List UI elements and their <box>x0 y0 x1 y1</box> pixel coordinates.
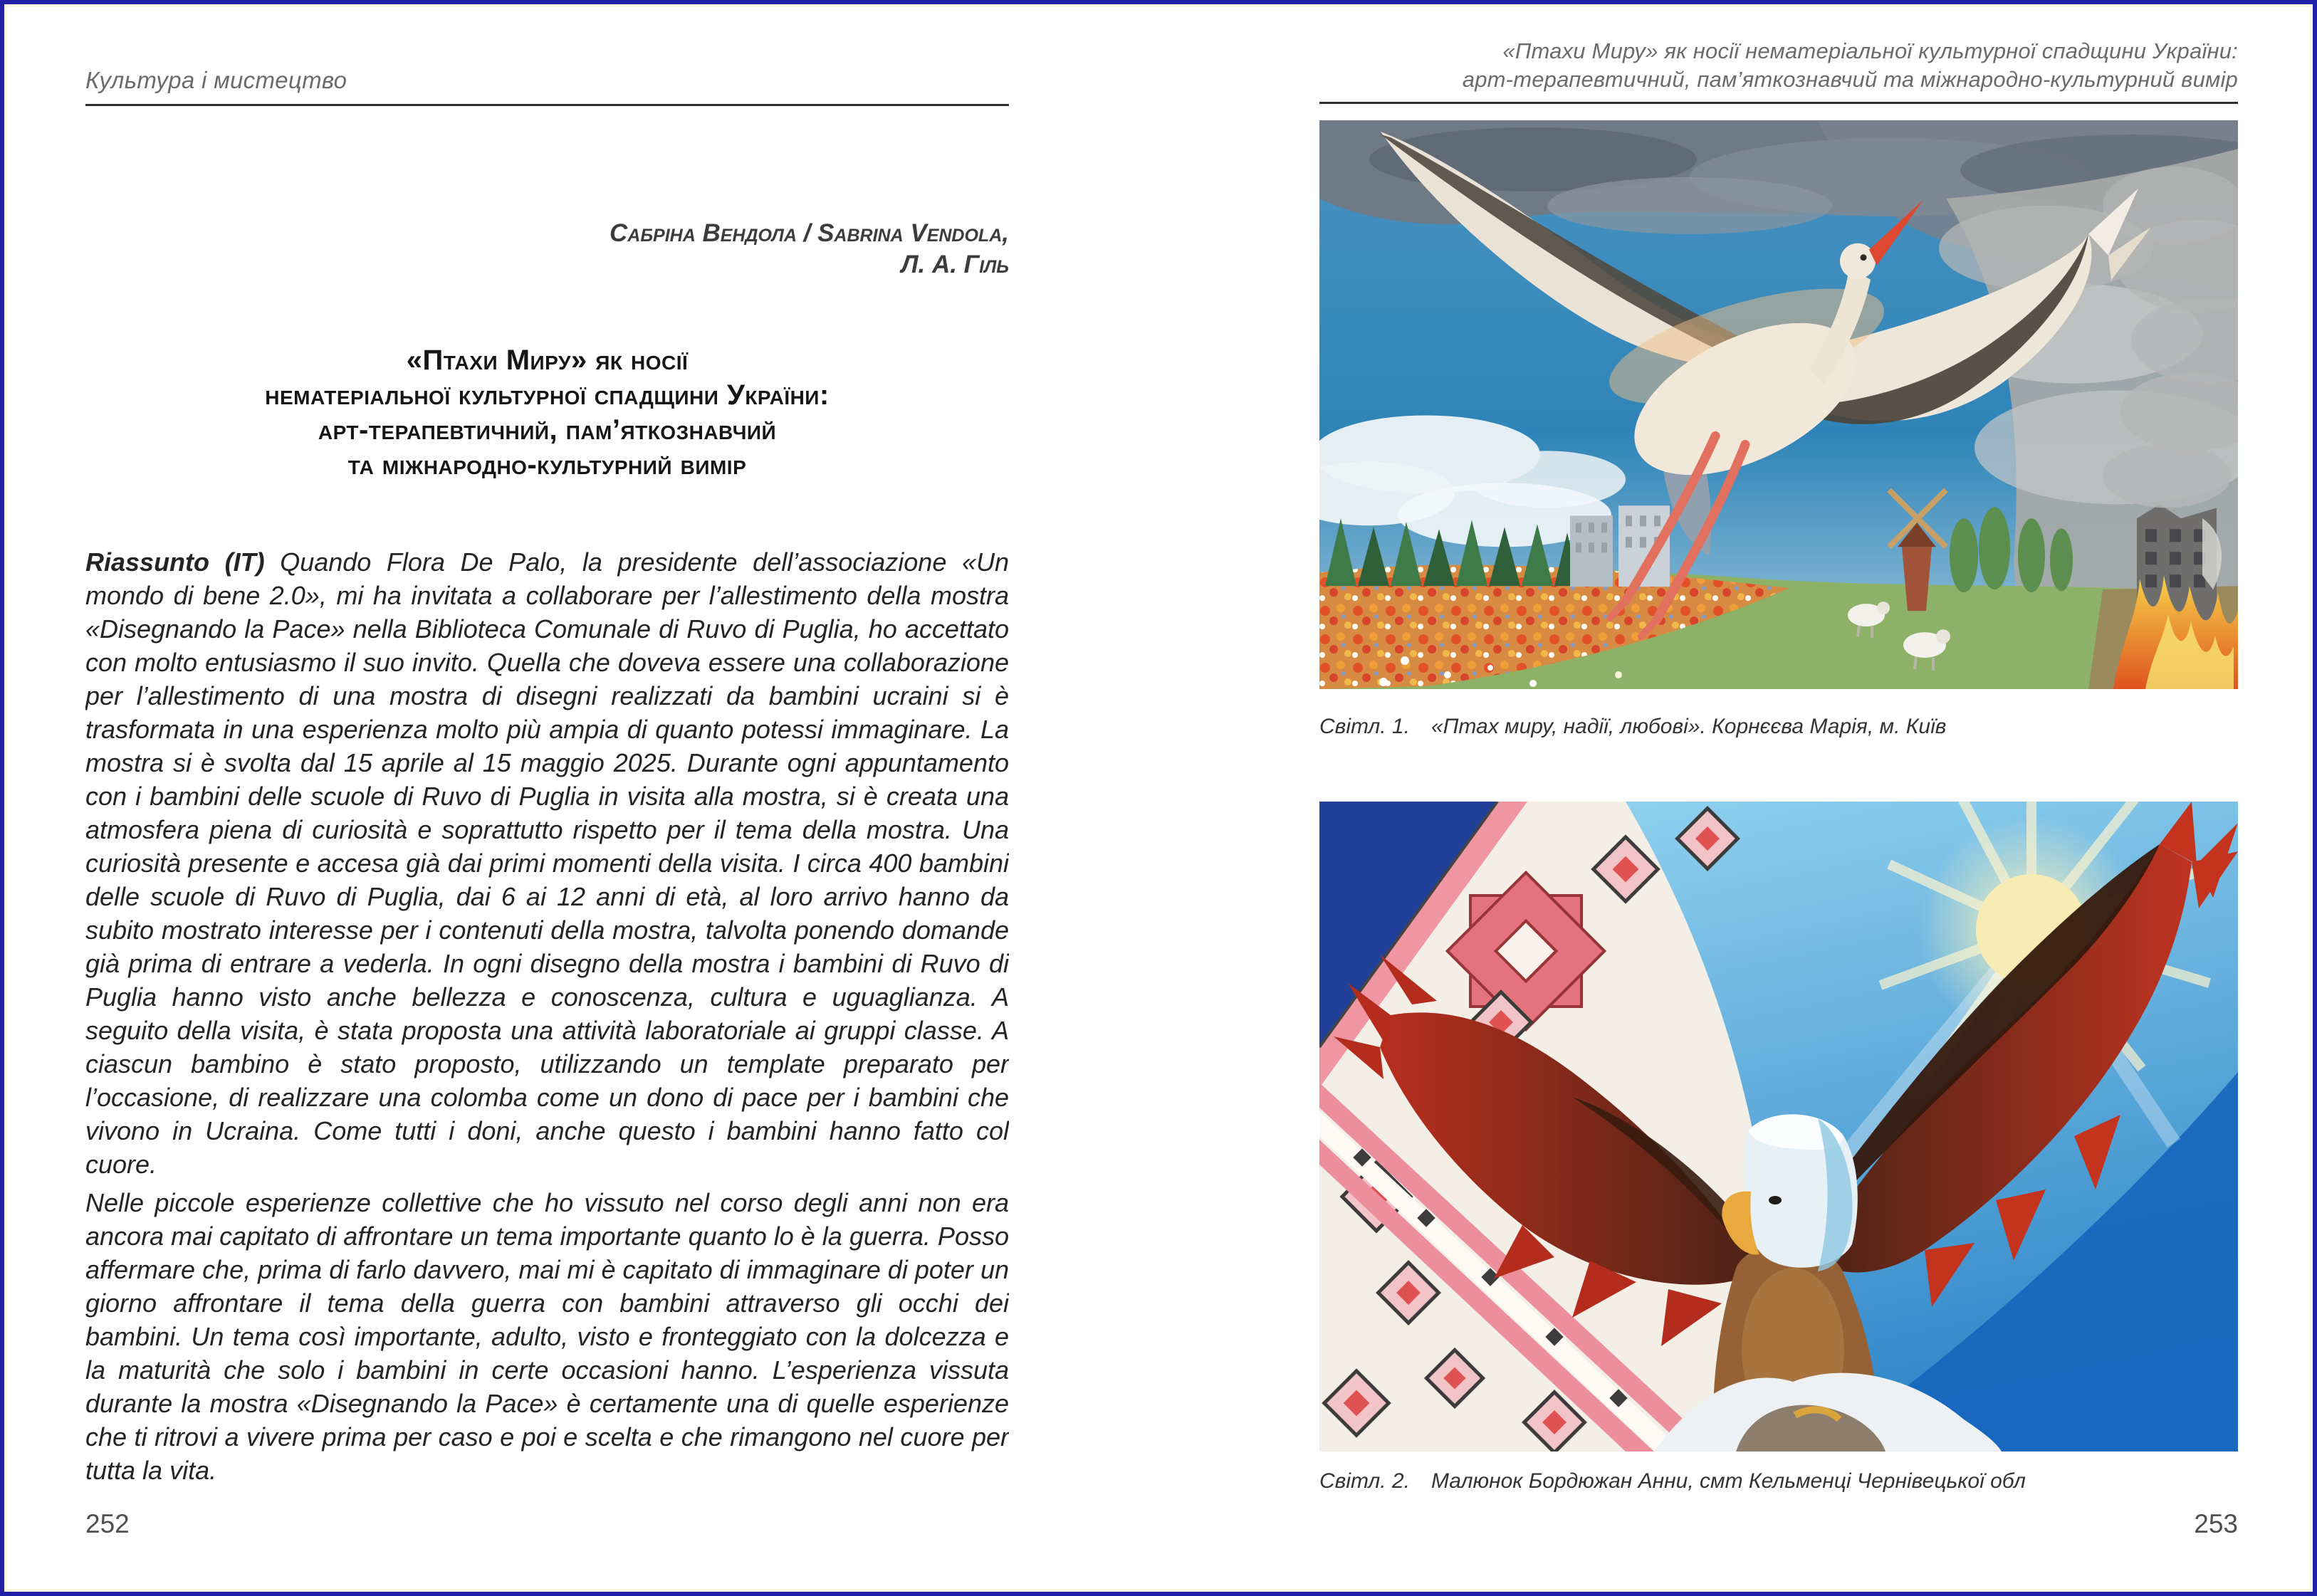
figure1-painting-stork <box>1319 120 2238 689</box>
header-rule-left <box>85 104 1009 106</box>
figure2-painting-eagle <box>1319 802 2238 1451</box>
page-number-left: 252 <box>85 1509 130 1538</box>
author-line-1: Сабріна Вендола / Sabrina Vendola, <box>610 219 1009 247</box>
abstract-label: Riassunto (IT) <box>85 547 265 577</box>
title-line-4: та міжнародно-культурний вимір <box>347 449 747 481</box>
figure1-caption-text: «Птах миру, надії, любові». Корнєєва Марія, м. Київ <box>1431 715 1947 738</box>
figure1-caption-label: Світл. 1. <box>1319 715 1410 738</box>
author-line-2: Л. А. Гіль <box>901 251 1009 278</box>
figure2-caption-label: Світл. 2. <box>1319 1469 1410 1493</box>
title-line-2: нематеріальної культурної спадщини України: <box>265 379 830 411</box>
stork-painting-image <box>1319 120 2238 689</box>
page-number-right: 253 <box>2194 1509 2238 1538</box>
abstract-body <box>85 545 1009 1506</box>
figure2-caption-text: Малюнок Бордюжан Анни, смт Кельменці Чернівецької обл <box>1431 1469 2026 1493</box>
running-head-right-line1: «Птахи Миру» як носії нематеріальної культурної спадщини України: <box>1502 38 2238 63</box>
authors <box>85 218 1009 280</box>
running-head-left: Культура і мистецтво <box>85 67 347 93</box>
running-head-right <box>1319 37 2238 94</box>
abstract-paragraph-2: Nelle piccole esperienze collettive che ho vissuto nel corso degli anni non era ancora mai capitato di affrontare un tema importante quanto lo è la guerra. Posso affermare che, prima di farlo davvero, mai mi è capitato di immaginare di poter un giorno affrontare il tema della guerra con bambini attraverso gli occhi dei bambini. Un tema così importante, adulto, visto e fronteggiato con la dolcezza e la maturità che solo i bambini in certe occasioni hanno. L’esperienza vissuta durante la mostra «Disegnando la Pace» è certamente una di quelle esperienze che ti ritrovi a vivere prima per caso e poi e scelta e che rimangono nel cuore per tutta la vita. <box>85 1188 1009 1485</box>
article-title <box>85 343 1009 483</box>
eagle-painting-image <box>1319 802 2238 1451</box>
figure2-caption <box>1319 1469 2238 1493</box>
title-line-1: «Птахи Миру» як носії <box>406 345 689 376</box>
title-line-3: арт-терапевтичний, пам’яткознавчий <box>318 414 777 446</box>
abstract-paragraph-1 <box>85 545 1009 1181</box>
running-head-right-line2: арт-терапевтичний, пам’яткознавчий та міжнародно-культурний вимір <box>1462 67 2238 92</box>
header-rule-right <box>1319 102 2238 104</box>
abstract-text: Quando Flora De Palo, la presidente dell’associazione «Un mondo di bene 2.0», mi ha invitata a collaborare per l’allestimento della mostra «Disegnando la Pace» nella Biblioteca Comunale di Ruvo di Puglia, ho accettato con molto entusiasmo il suo invito. Quella che doveva essere una collaborazione per l’allestimento di una mostra di disegni realizzati da bambini ucraini si è trasformata in una esperienza molto più ampia di quanto potessi immaginare. La mostra si è svolta dal 15 aprile al 15 maggio 2025. Durante ogni appuntamento con i bambini delle scuole di Ruvo di Puglia in visita alla mostra, si è creata una atmosfera piena di curiosità e soprattutto rispetto per il tema della mostra. Una curiosità presente e accesa già dai primi momenti della visita. I circa 400 bambini delle scuole di Ruvo di Puglia, dai 6 ai 12 anni di età, al loro arrivo hanno da subito mostrato interesse per i contenuti della mostra, talvolta ponendo domande già prima di entrare a vederla. In ogni disegno della mostra i bambini di Ruvo di Puglia hanno visto anche bellezza e conoscenza, cultura e uguaglianza. A seguito della visita, è stata proposta una attività laboratoriale ai gruppi classe. A ciascun bambino è stato proposto, utilizzando un template preparato per l’occasione, di realizzare una colomba come un dono di pace per i bambini che vivono in Ucraina. Come tutti i doni, anche questo i bambini hanno fatto col cuore. <box>85 547 1009 1179</box>
figure1-caption <box>1319 715 2238 739</box>
